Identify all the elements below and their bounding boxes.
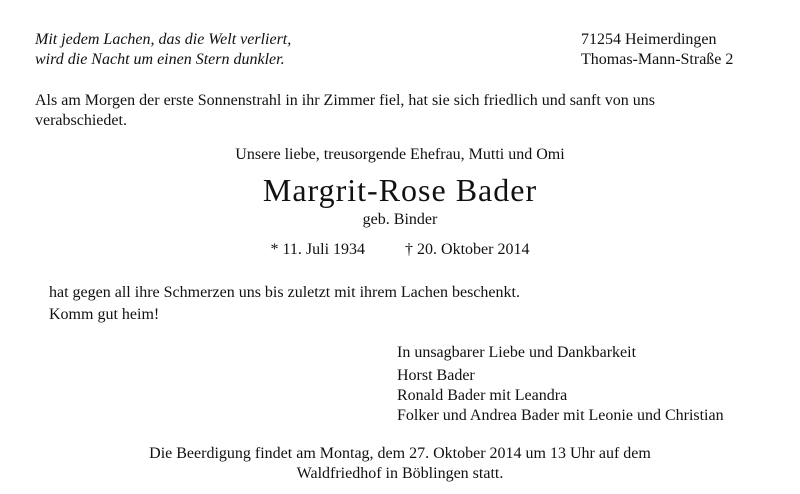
signer-name: Horst Bader <box>397 367 475 384</box>
birth-date: * 11. Juli 1934 <box>270 241 366 258</box>
life-dates <box>0 240 800 260</box>
signers-intro: In unsagbarer Liebe und Dankbarkeit <box>397 344 637 361</box>
address-line-2: Thomas-Mann-Straße 2 <box>581 51 734 68</box>
burial-line-2: Waldfriedhof in Böblingen statt. <box>296 465 504 482</box>
intro-line-1: Als am Morgen der erste Sonnenstrahl in ihr Zimmer fiel, hat sie sich friedlich und sanft von uns <box>35 92 656 109</box>
burial-notice <box>0 444 800 484</box>
maiden-name: geb. Binder <box>362 211 438 228</box>
family-address <box>581 30 733 70</box>
deceased-name: Margrit-Rose Bader <box>262 172 538 208</box>
intro-line-2: verabschiedet. <box>35 112 127 129</box>
death-date: † 20. Oktober 2014 <box>405 241 530 258</box>
signer-name: Folker und Andrea Bader mit Leonie und Christian <box>397 407 724 424</box>
epitaph-quote <box>35 30 291 70</box>
message-line-2: Komm gut heim! <box>49 306 160 323</box>
signer-name: Ronald Bader mit Leandra <box>397 387 568 404</box>
message-paragraph <box>49 282 520 326</box>
address-line-1: 71254 Heimerdingen <box>581 31 717 48</box>
quote-line-2: wird die Nacht um einen Stern dunkler. <box>35 51 285 68</box>
deceased-preface: Unsere liebe, treusorgende Ehefrau, Mutti und Omi <box>235 146 565 163</box>
burial-line-1: Die Beerdigung findet am Montag, dem 27. Oktober 2014 um 13 Uhr auf dem <box>149 445 651 462</box>
intro-paragraph <box>35 91 655 131</box>
message-line-1: hat gegen all ihre Schmerzen uns bis zuletzt mit ihrem Lachen beschenkt. <box>49 284 520 301</box>
signers-block <box>397 343 724 426</box>
quote-line-1: Mit jedem Lachen, das die Welt verliert, <box>35 31 292 48</box>
